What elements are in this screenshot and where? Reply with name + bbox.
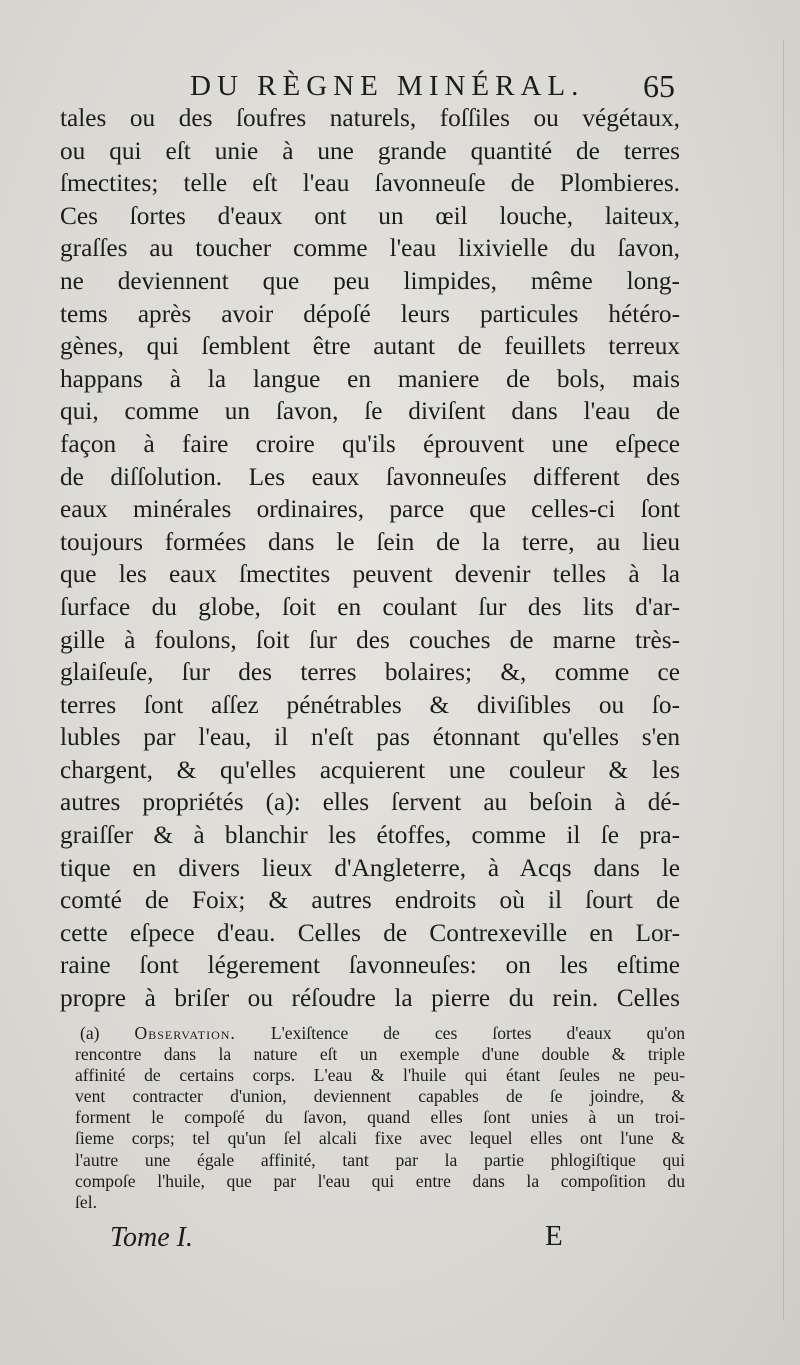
text-line: glaiſeuſe, ſur des terres bolaires; &, comme ce: [60, 658, 680, 687]
gathering-letter: E: [545, 1220, 563, 1252]
page-edge-shadow: [783, 40, 784, 1320]
text-line: tique en divers lieux d'Angleterre, à Acqs dans le: [60, 853, 680, 882]
text-line: propre à briſer ou réſoudre la pierre du rein. Celles: [60, 984, 680, 1013]
footnote-line: vent contracter d'union, deviennent capables de ſe joindre, &: [75, 1086, 685, 1107]
text-line: que les eaux ſmectites peuvent devenir telles à la: [60, 560, 680, 589]
volume-signature: Tome I.: [110, 1222, 193, 1253]
footnote-marker: (a): [80, 1023, 100, 1043]
footnote-line: ſieme corps; tel qu'un ſel alcali fixe avec lequel elles ont l'une &: [75, 1128, 685, 1149]
page-number: 65: [643, 68, 675, 104]
text-line: tales ou des ſoufres naturels, foſſiles ou végétaux,: [60, 104, 680, 132]
text-line: ne deviennent que peu limpides, même long-: [60, 266, 680, 295]
text-line: gènes, qui ſemblent être autant de feuillets terreux: [60, 332, 680, 361]
footnote-line: l'autre une égale affinité, tant par la partie phlogiſtique qui: [75, 1149, 685, 1170]
text-line: Ces ſortes d'eaux ont un œil louche, laiteux,: [60, 201, 680, 230]
footnote-line: affinité de certains corps. L'eau & l'huile qui étant ſeules ne peu-: [75, 1065, 685, 1086]
footnote-line: rencontre dans la nature eſt un exemple d'une double & triple: [75, 1044, 685, 1065]
text-line: de diſſolution. Les eaux ſavonneuſes different des: [60, 462, 680, 491]
footnote-first-line: [75, 1023, 685, 1044]
footnote-text: L'exiſtence de ces ſortes d'eaux qu'on: [270, 1023, 685, 1043]
text-line: chargent, & qu'elles acquierent une couleur & les: [60, 755, 680, 784]
body-text: [60, 102, 680, 1015]
footnote-label: Observation.: [134, 1023, 236, 1043]
text-line: ſmectites; telle eſt l'eau ſavonneuſe de Plombieres.: [60, 169, 680, 198]
text-line: cette eſpece d'eau. Celles de Contrexeville en Lor-: [60, 918, 680, 947]
text-line: façon à faire croire qu'ils éprouvent une eſpece: [60, 429, 680, 458]
text-line: happans à la langue en maniere de bols, mais: [60, 364, 680, 393]
text-line: graſſes au toucher comme l'eau lixivielle du ſavon,: [60, 234, 680, 263]
text-line: ou qui eſt unie à une grande quantité de terres: [60, 136, 680, 165]
text-line: raine ſont légerement ſavonneuſes: on les eſtime: [60, 951, 680, 980]
text-line: graiſſer & à blanchir les étoffes, comme il ſe pra-: [60, 821, 680, 850]
footnote-line: forment le compoſé du ſavon, quand elles ſont unies à un troi-: [75, 1107, 685, 1128]
footnote-line: ſel.: [75, 1191, 97, 1212]
text-line: comté de Foix; & autres endroits où il ſourt de: [60, 886, 680, 915]
text-line: tems après avoir dépoſé leurs particules hétéro-: [60, 299, 680, 328]
text-line: autres propriétés (a): elles ſervent au beſoin à dé-: [60, 788, 680, 817]
text-line: eaux minérales ordinaires, parce que celles-ci ſont: [60, 495, 680, 524]
text-line: ſurface du globe, ſoit en coulant ſur des lits d'ar-: [60, 592, 680, 621]
text-line: toujours formées dans le ſein de la terre, au lieu: [60, 527, 680, 556]
text-line: lubles par l'eau, il n'eſt pas étonnant qu'elles s'en: [60, 723, 680, 752]
footnote-line: compoſe l'huile, que par l'eau qui entre dans la compoſition du: [75, 1170, 685, 1191]
running-title: DU RÈGNE MINÉRAL.: [190, 70, 585, 102]
text-line: terres ſont aſſez pénétrables & diviſibles ou ſo-: [60, 690, 680, 719]
text-line: qui, comme un ſavon, ſe diviſent dans l'eau de: [60, 397, 680, 426]
text-line: gille à foulons, ſoit ſur des couches de marne très-: [60, 625, 680, 654]
footnote: [75, 1023, 685, 1213]
